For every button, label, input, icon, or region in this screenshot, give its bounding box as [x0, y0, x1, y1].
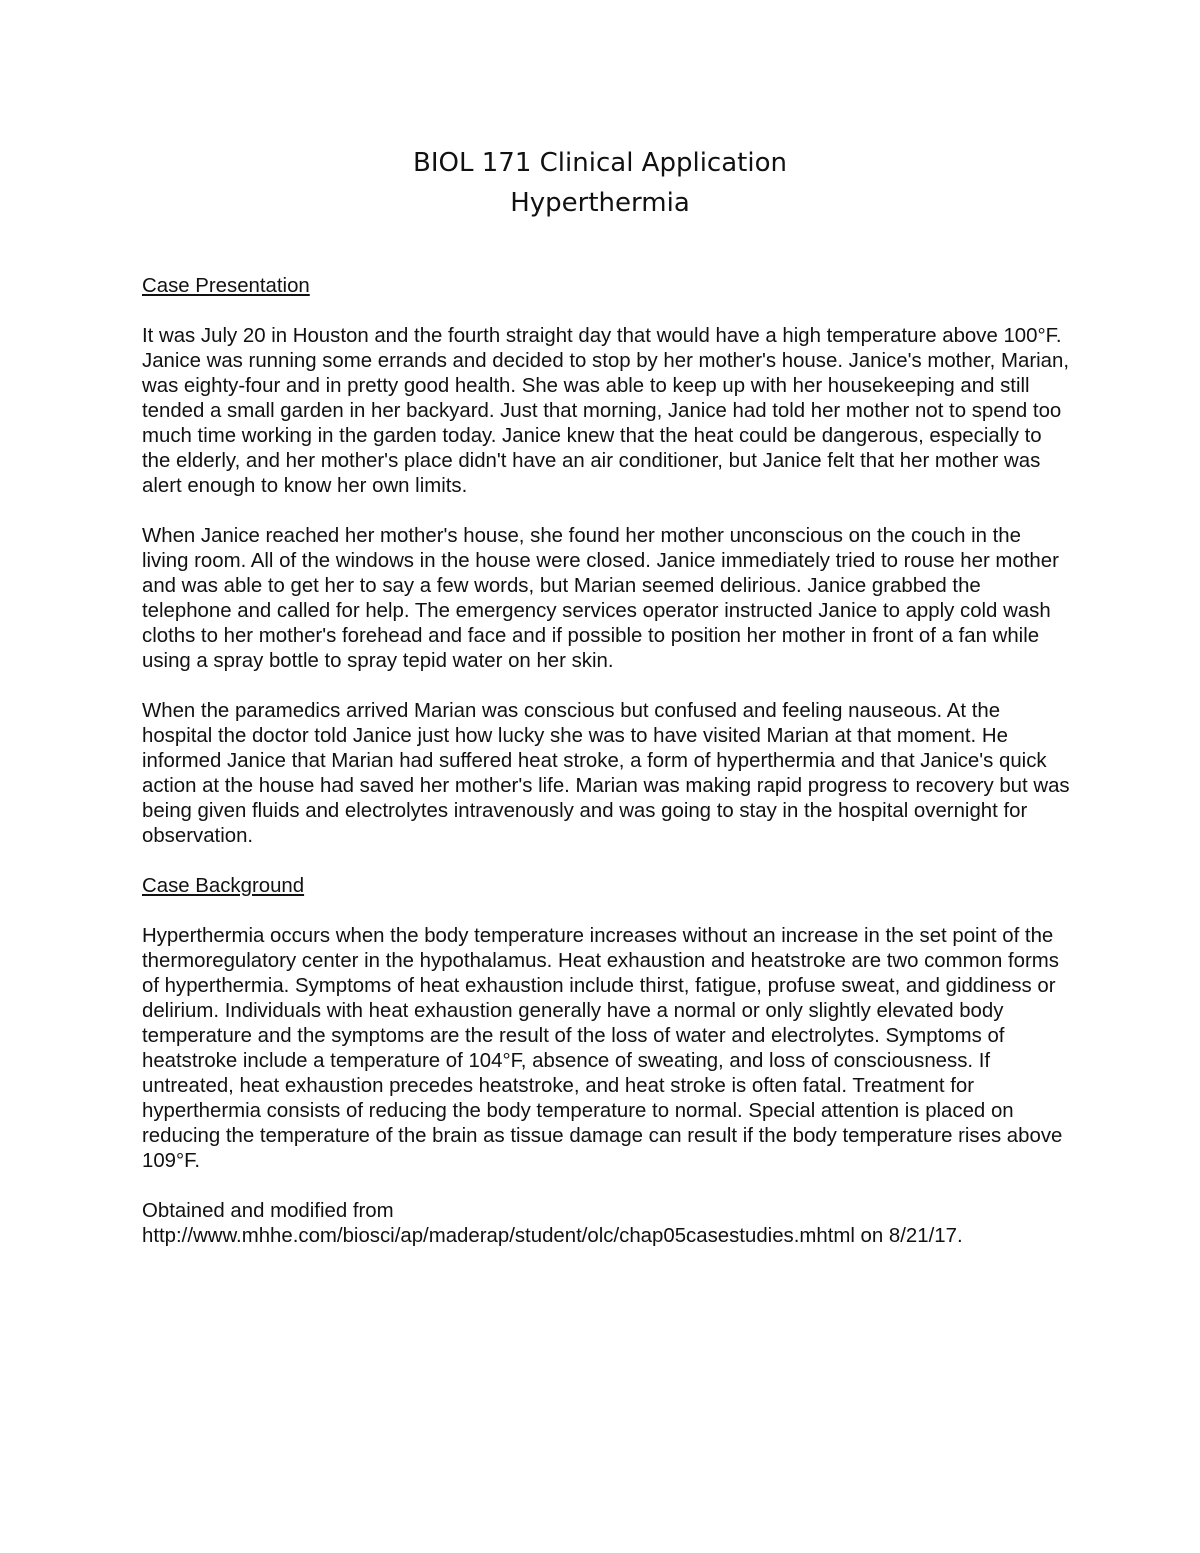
- case-presentation-paragraph-1: It was July 20 in Houston and the fourth straight day that would have a high temperature above 100°F. Janice was running some errands and decided to stop by her mother's house. Janice's mother, Marian, was eighty-four and in pretty good health. She was able to keep up with her housekeeping and still tended a small garden in her backyard. Just that morning, Janice had told her mother not to spend too much time working in the garden today. Janice knew that the heat could be dangerous, especially to the elderly, and her mother's place didn't have an air conditioner, but Janice felt that her mother was alert enough to know her own limits.: [142, 325, 1069, 497]
- case-presentation-paragraph-2: When Janice reached her mother's house, she found her mother unconscious on the couch in the living room. All of the windows in the house were closed. Janice immediately tried to rouse her mother and was able to get her to say a few words, but Marian seemed delirious. Janice grabbed the telephone and called for help. The emergency services operator instructed Janice to apply cold wash cloths to her mother's forehead and face and if possible to position her mother in front of a fan while using a spray bottle to spray tepid water on her skin.: [142, 525, 1059, 672]
- case-presentation-heading: Case Presentation: [142, 275, 310, 297]
- case-background-heading: Case Background: [142, 875, 305, 897]
- source-intro: Obtained and modified from: [142, 1200, 394, 1222]
- source-url: http://www.mhhe.com/biosci/ap/maderap/student/olc/chap05casestudies.mhtml on 8/21/17.: [142, 1225, 963, 1247]
- case-background-paragraph: Hyperthermia occurs when the body temperature increases without an increase in the set point of the thermoregulatory center in the hypothalamus. Heat exhaustion and heatstroke are two common forms of hyperthermia. Symptoms of heat exhaustion include thirst, fatigue, profuse sweat, and giddiness or delirium. Individuals with heat exhaustion generally have a normal or only slightly elevated body temperature and the symptoms are the result of the loss of water and electrolytes. Symptoms of heatstroke include a temperature of 104°F, absence of sweating, and loss of consciousness. If untreated, heat exhaustion precedes heatstroke, and heat stroke is often fatal. Treatment for hyperthermia consists of reducing the body temperature to normal. Special attention is placed on reducing the temperature of the brain as tissue damage can result if the body temperature rises above 109°F.: [142, 925, 1063, 1172]
- course-title: BIOL 171 Clinical Application: [413, 148, 787, 178]
- topic-title: Hyperthermia: [510, 188, 690, 218]
- case-presentation-paragraph-3: When the paramedics arrived Marian was conscious but confused and feeling nauseous. At the hospital the doctor told Janice just how lucky she was to have visited Marian at that moment. He informed Janice that Marian had suffered heat stroke, a form of hyperthermia and that Janice's quick action at the house had saved her mother's life. Marian was making rapid progress to recovery but was being given fluids and electrolytes intravenously and was going to stay in the hospital overnight for observation.: [142, 700, 1070, 847]
- source-citation: [142, 1199, 1072, 1249]
- document-body: [142, 274, 1072, 1249]
- document-title: [0, 143, 1200, 223]
